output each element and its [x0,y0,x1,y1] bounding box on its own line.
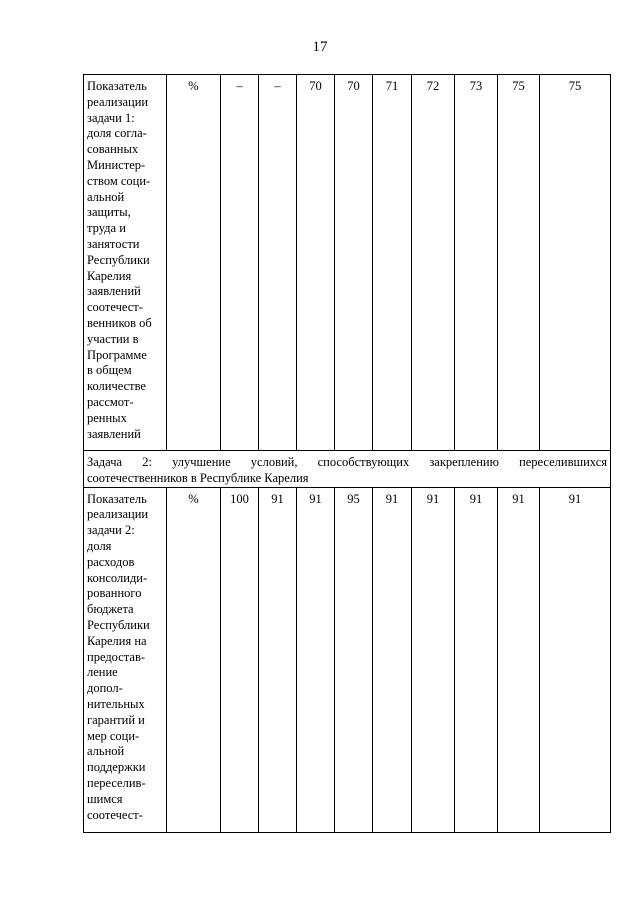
indicator-1-value: 75 [498,75,540,451]
indicator-2-value: 91 [498,487,540,832]
indicator-1-unit: % [167,75,221,451]
indicator-1-value: 73 [455,75,498,451]
indicator-1-value: 72 [412,75,455,451]
indicator-1-name: Показатель реализации задачи 1: доля согла- сованных Министер- ством соци- альной защиты, труда и занятости Республики Карелия заявлений соотечест- венников об участии в Программе в общем количестве рассмот- ренных заявлений [84,75,167,451]
table-row-task-2 [84,451,611,488]
indicator-1-value: 70 [335,75,373,451]
indicator-2-value: 91 [259,487,297,832]
indicator-1-value: – [259,75,297,451]
indicator-2-value: 100 [221,487,259,832]
indicator-2-value: 91 [297,487,335,832]
indicator-1-value: 71 [373,75,412,451]
indicator-2-value: 91 [412,487,455,832]
indicator-1-value: 75 [540,75,611,451]
table-row-indicator-2 [84,487,611,832]
indicator-2-value: 91 [540,487,611,832]
page-number: 17 [312,39,328,55]
indicator-1-value: – [221,75,259,451]
indicator-2-name: Показатель реализации задачи 2: доля расходов консолиди- рованного бюджета Республики Карелия на предостав- ление допол- нительных гарантий и мер соци- альной поддержки переселив- шимся соотечест- [84,487,167,832]
indicator-2-unit: % [167,487,221,832]
indicator-2-value: 91 [373,487,412,832]
indicator-1-value: 70 [297,75,335,451]
indicator-2-value: 95 [335,487,373,832]
indicator-2-value: 91 [455,487,498,832]
task-2-heading: Задача 2: улучшение условий, способствующих закреплению переселившихся соотечественников в Республике Карелия [84,451,611,488]
table-row-indicator-1 [84,75,611,451]
indicators-table [83,74,611,833]
